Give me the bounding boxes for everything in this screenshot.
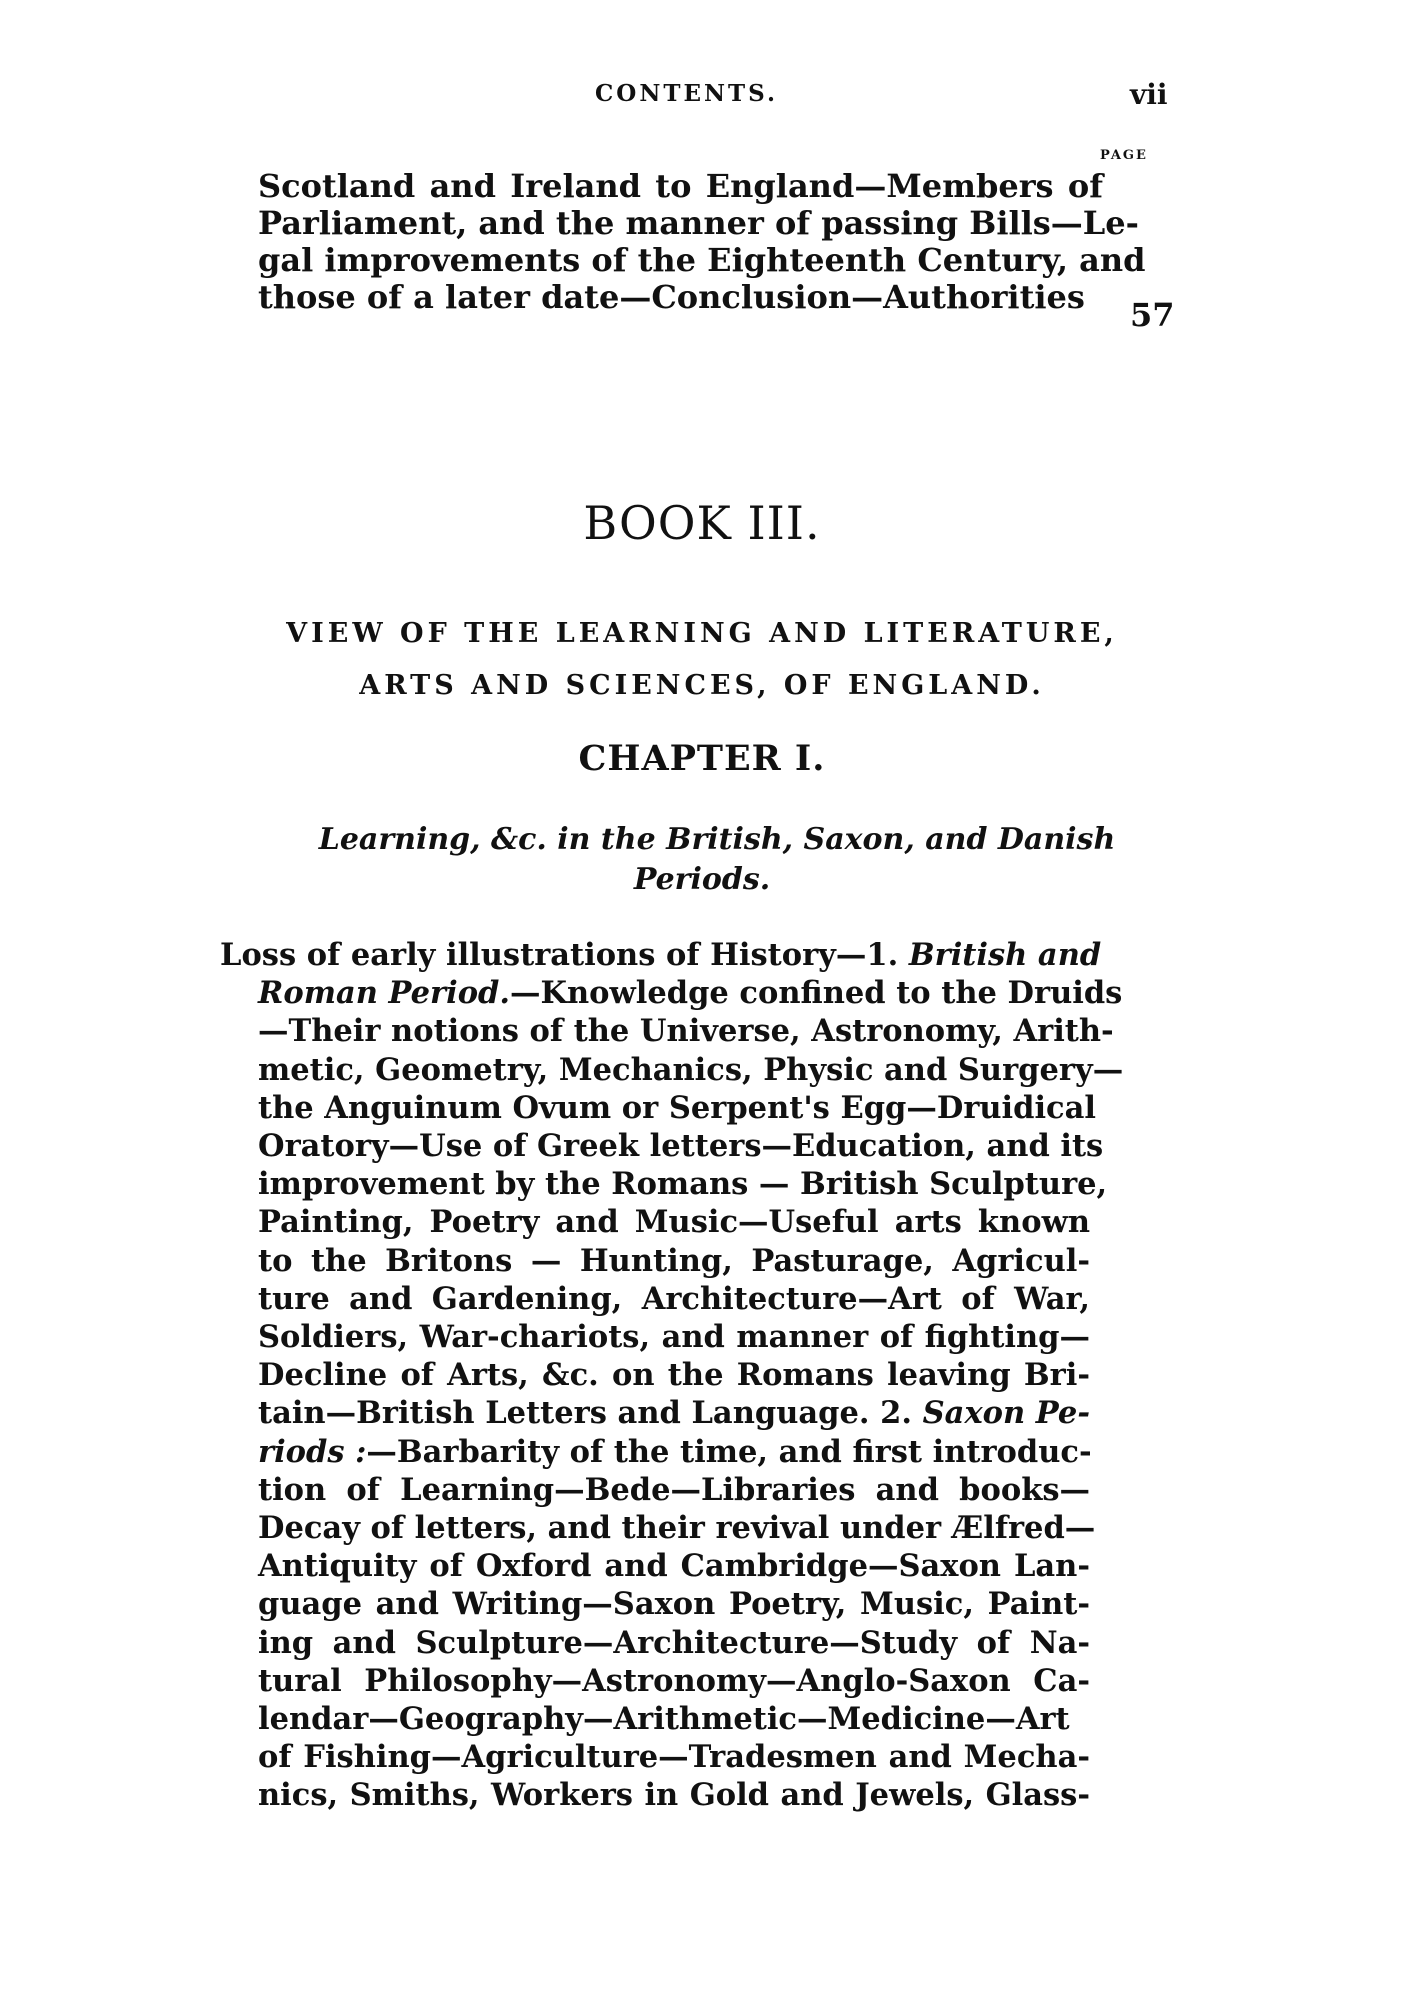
summary-line xyxy=(220,1433,1090,1471)
summary-line: ing and Sculpture—Architecture—Study of Na- xyxy=(258,1624,1090,1661)
summary-line: Antiquity of Oxford and Cambridge—Saxon Lan- xyxy=(258,1548,1090,1585)
summary-line: —Their notions of the Universe, Astronomy, Arith- xyxy=(258,1013,1114,1050)
summary-text: tain—British Letters and Language. 2. xyxy=(258,1395,912,1432)
summary-italic: British and xyxy=(908,937,1102,973)
summary-line: Oratory—Use of Greek letters—Education, and its xyxy=(258,1128,1104,1165)
summary-line xyxy=(220,936,1102,974)
summary-text: —Barbarity of the time, and first introduc- xyxy=(366,1433,1092,1470)
entry-page-number: 57 xyxy=(1130,296,1175,334)
summary-italic: Roman Period. xyxy=(258,975,510,1012)
summary-line: guage and Writing—Saxon Poetry, Music, Paint- xyxy=(258,1586,1090,1623)
entry-line: gal improvements of the Eighteenth Century, and xyxy=(258,241,1146,279)
summary-line: the Anguinum Ovum or Serpent's Egg—Druidical xyxy=(258,1089,1096,1126)
summary-line: ture and Gardening, Architecture—Art of War, xyxy=(258,1280,1090,1317)
entry-line: those of a later date—Conclusion—Authorities xyxy=(258,278,1085,316)
summary-line: improvement by the Romans — British Sculpture, xyxy=(258,1166,1108,1203)
summary-line: Decay of letters, and their revival under Ælfred— xyxy=(258,1510,1096,1547)
entry-line: Scotland and Ireland to England—Members of xyxy=(258,167,1103,205)
summary-line: metic, Geometry, Mechanics, Physic and Surgery— xyxy=(258,1051,1124,1088)
summary-italic: Saxon Pe- xyxy=(922,1395,1090,1432)
summary-line xyxy=(220,1394,1090,1432)
summary-line: Decline of Arts, &c. on the Romans leaving Bri- xyxy=(258,1357,1090,1394)
page-number: vii xyxy=(1130,78,1168,111)
summary-line: tural Philosophy—Astronomy—Anglo-Saxon Ca- xyxy=(258,1662,1090,1699)
chapter-summary xyxy=(220,936,1124,1815)
summary-line: Painting, Poetry and Music—Useful arts known xyxy=(258,1204,1090,1241)
book-heading: BOOK III. xyxy=(583,496,821,550)
entry-line: Parliament, and the manner of passing Bills—Le- xyxy=(258,204,1139,242)
summary-line xyxy=(220,974,1123,1012)
previous-entry xyxy=(258,167,1146,316)
chapter-title: Learning, &c. in the British, Saxon, and Danish xyxy=(318,822,1116,857)
chapter-title: Periods. xyxy=(633,862,771,897)
summary-line: Soldiers, War-chariots, and manner of fighting— xyxy=(258,1319,1090,1356)
summary-line: to the Britons — Hunting, Pasturage, Agricul- xyxy=(258,1242,1090,1279)
summary-line: tion of Learning—Bede—Libraries and books— xyxy=(258,1471,1090,1508)
summary-line: of Fishing—Agriculture—Tradesmen and Mecha- xyxy=(258,1739,1090,1776)
page-column-label: PAGE xyxy=(1100,148,1148,163)
summary-text: Loss of early illustrations of History—1. xyxy=(220,937,899,973)
book-subtitle: VIEW OF THE LEARNING AND LITERATURE, xyxy=(286,618,1118,649)
summary-italic: riods : xyxy=(258,1433,367,1470)
book-subtitle: ARTS AND SCIENCES, OF ENGLAND. xyxy=(359,670,1045,701)
summary-line: nics, Smiths, Workers in Gold and Jewels, Glass- xyxy=(258,1777,1090,1814)
summary-line: lendar—Geography—Arithmetic—Medicine—Art xyxy=(258,1701,1070,1738)
running-head: CONTENTS. xyxy=(595,80,778,107)
summary-text: —Knowledge confined to the Druids xyxy=(509,975,1123,1012)
chapter-heading: CHAPTER I. xyxy=(578,738,826,779)
